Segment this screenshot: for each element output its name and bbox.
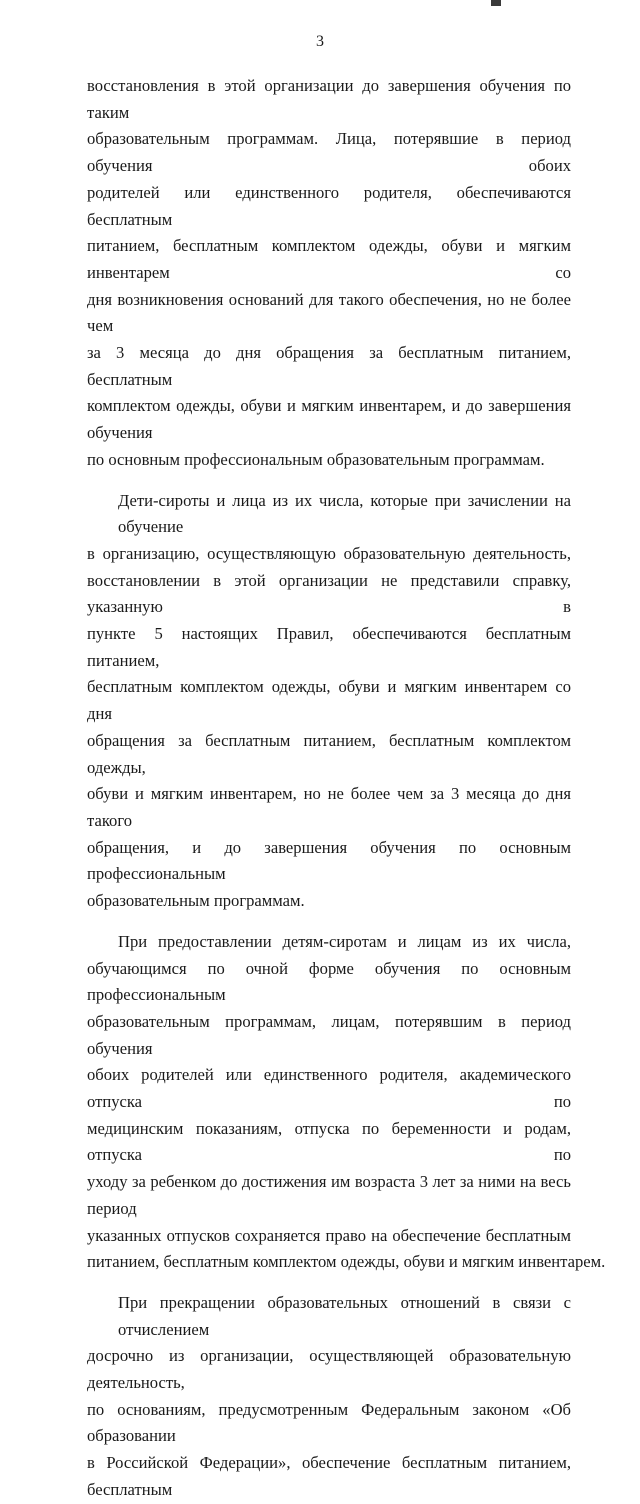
text-line: дня возникновения оснований для такого обеспечения, но не более чем [87,289,571,336]
text-line: обращения за бесплатным питанием, бесплатным комплектом одежды, [87,730,571,777]
scan-mark [491,0,501,6]
page-number: 3 [316,33,324,50]
paragraph-4 [87,1290,571,1504]
text-line: в Российской Федерации», обеспечение бесплатным питанием, бесплатным [87,1453,571,1499]
text-line: пункте 5 настоящих Правил, обеспечиваются бесплатным питанием, [87,624,571,670]
text-line: обучающимся по очной форме обучения по основным профессиональным [87,958,571,1005]
text-line: комплектом одежды, обуви и мягким инвентарем, и до завершения обучения [87,396,571,443]
text-line: При прекращении образовательных отношений в связи с отчислением [118,1292,571,1339]
text-line: образовательным программам. Лица, потерявшие в период обучения обоих [87,129,571,176]
text-line: по основным профессиональным образовательным программам. [87,449,545,469]
text-line: медицинским показаниям, отпуска по беременности и родам, отпуска по [87,1118,571,1165]
text-line: по основаниям, предусмотренным Федеральным законом «Об образовании [87,1399,571,1446]
text-line: бесплатным комплектом одежды, обуви и мягким инвентарем со дня [87,677,571,724]
text-line: восстановления в этой организации до завершения обучения по таким [87,76,571,122]
text-line: восстановлении в этой организации не представили справку, указанную в [87,570,571,617]
paragraph-3 [87,929,606,1276]
document-body [87,73,606,1504]
text-line: досрочно из организации, осуществляющей образовательную деятельность, [87,1346,571,1393]
text-line: питанием, бесплатным комплектом одежды, обуви и мягким инвентарем со [87,236,571,282]
text-line: в организацию, осуществляющую образовательную деятельность, [87,543,571,563]
text-line: уходу за ребенком до достижения им возраста 3 лет за ними на весь период [87,1172,571,1218]
text-line: При предоставлении детям-сиротам и лицам из их числа, [118,931,571,951]
text-line: обуви и мягким инвентарем, но не более чем за 3 месяца до дня такого [87,784,571,830]
paragraph-1 [87,73,571,474]
text-line: указанных отпусков сохраняется право на обеспечение бесплатным [87,1225,571,1245]
text-line: питанием, бесплатным комплектом одежды, обуви и мягким инвентарем. [87,1252,606,1272]
text-line: за 3 месяца до дня обращения за бесплатным питанием, бесплатным [87,343,571,389]
text-line: образовательным программам, лицам, потерявшим в период обучения [87,1011,571,1058]
text-line: обращения, и до завершения обучения по основным профессиональным [87,837,571,884]
text-line: обоих родителей или единственного родителя, академического отпуска по [87,1065,571,1112]
text-line: Дети-сироты и лица из их числа, которые при зачислении на обучение [118,490,571,537]
paragraph-2 [87,488,571,915]
text-line: родителей или единственного родителя, обеспечиваются бесплатным [87,182,571,229]
text-line: образовательным программам. [87,891,305,911]
